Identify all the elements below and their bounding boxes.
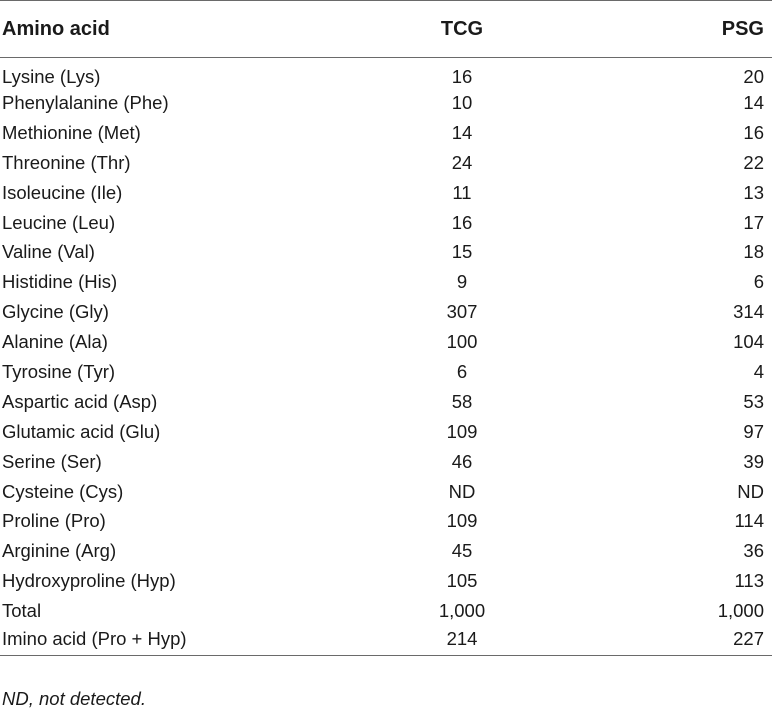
cell-tcg: 109: [446, 420, 478, 442]
table-row: [0, 88, 772, 118]
cell-amino-acid: Glutamic acid (Glu): [2, 420, 161, 442]
cell-psg: 114: [734, 510, 764, 532]
table-row: [0, 178, 772, 208]
cell-amino-acid: Tyrosine (Tyr): [2, 360, 116, 382]
cell-psg: 314: [733, 301, 764, 323]
cell-amino-acid: Threonine (Thr): [2, 151, 131, 173]
table-row: [0, 626, 772, 656]
cell-amino-acid: Valine (Val): [2, 241, 95, 263]
cell-amino-acid: Lysine (Lys): [2, 66, 101, 87]
cell-psg: 227: [562, 626, 772, 656]
cell-tcg: 1,000: [438, 600, 486, 622]
cell-psg: 16: [743, 121, 764, 143]
cell-psg: 17: [743, 211, 764, 233]
cell-tcg: 307: [446, 301, 478, 323]
cell-tcg: 109: [446, 510, 478, 532]
table-row: [0, 208, 772, 238]
table-row: [0, 536, 772, 566]
cell-psg: 6: [753, 271, 764, 293]
table-row: [0, 118, 772, 148]
cell-amino-acid: Proline (Pro): [2, 510, 106, 532]
cell-amino-acid: Total: [2, 600, 42, 622]
cell-tcg: 100: [446, 331, 478, 353]
cell-tcg: 45: [451, 540, 473, 562]
cell-tcg: 46: [451, 450, 473, 472]
cell-amino-acid: Phenylalanine (Phe): [2, 91, 169, 113]
cell-psg: 1,000: [717, 600, 764, 622]
cell-psg: 20: [743, 66, 764, 87]
table-row: [0, 237, 772, 267]
cell-tcg: 9: [456, 271, 468, 293]
cell-tcg: 15: [451, 241, 473, 263]
table-footnote: ND, not detected.: [2, 688, 146, 709]
cell-amino-acid: Histidine (His): [2, 271, 118, 293]
header-tcg: TCG: [362, 1, 562, 58]
cell-tcg: 11: [452, 181, 472, 203]
cell-psg: 18: [743, 241, 764, 263]
cell-psg: 53: [743, 390, 764, 412]
cell-amino-acid: Cysteine (Cys): [2, 480, 124, 502]
table-row: [0, 297, 772, 327]
cell-psg: 113: [734, 570, 764, 592]
table-row: [0, 566, 772, 596]
table-row: [0, 148, 772, 178]
cell-amino-acid: Glycine (Gly): [2, 301, 109, 323]
table-row: [0, 417, 772, 447]
cell-amino-acid: Isoleucine (Ile): [2, 181, 123, 203]
cell-psg: 97: [743, 420, 764, 442]
cell-amino-acid: Alanine (Ala): [2, 331, 108, 353]
table-header: [0, 1, 772, 58]
cell-tcg: ND: [448, 480, 476, 502]
table-row: [0, 506, 772, 536]
table-body: [0, 58, 772, 656]
cell-tcg: 16: [451, 66, 473, 87]
table-row: [0, 58, 772, 89]
cell-psg: 22: [743, 151, 764, 173]
table-row: [0, 387, 772, 417]
cell-psg: 104: [733, 331, 764, 353]
cell-tcg: 58: [451, 390, 473, 412]
cell-amino-acid: Methionine (Met): [2, 121, 141, 143]
cell-tcg: 214: [362, 626, 562, 656]
table-row: [0, 267, 772, 297]
cell-tcg: 16: [451, 211, 473, 233]
table-row: [0, 357, 772, 387]
cell-tcg: 24: [451, 151, 473, 173]
cell-tcg: 14: [451, 121, 473, 143]
cell-amino-acid: Hydroxyproline (Hyp): [2, 570, 176, 592]
cell-psg: 36: [743, 540, 764, 562]
table-row: [0, 447, 772, 477]
cell-psg: 39: [743, 450, 764, 472]
cell-amino-acid: Arginine (Arg): [2, 540, 117, 562]
cell-psg: 4: [753, 360, 764, 382]
cell-psg: ND: [737, 480, 764, 502]
cell-amino-acid: Leucine (Leu): [2, 211, 116, 233]
table-row: [0, 596, 772, 626]
header-row: [0, 1, 772, 58]
cell-amino-acid: Imino acid (Pro + Hyp): [0, 626, 362, 656]
table-row: [0, 477, 772, 507]
cell-amino-acid: Aspartic acid (Asp): [2, 390, 158, 412]
header-psg: PSG: [562, 1, 772, 58]
cell-psg: 14: [743, 91, 764, 113]
cell-tcg: 10: [451, 91, 473, 113]
cell-amino-acid: Serine (Ser): [2, 450, 102, 472]
header-amino-acid: Amino acid: [0, 1, 362, 58]
cell-tcg: 105: [446, 570, 478, 592]
cell-psg: 13: [743, 181, 764, 203]
cell-tcg: 6: [456, 360, 468, 382]
table-row: [0, 327, 772, 357]
